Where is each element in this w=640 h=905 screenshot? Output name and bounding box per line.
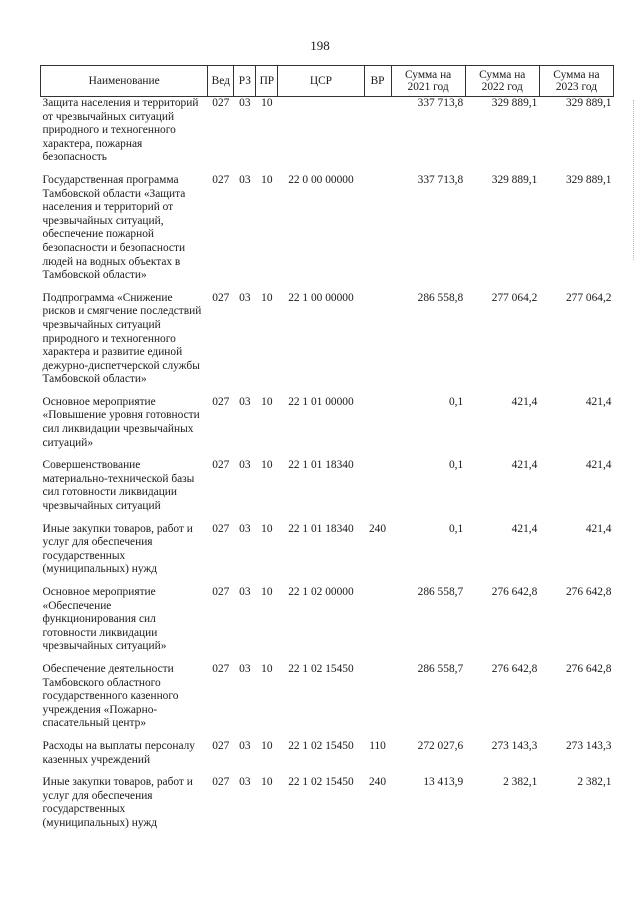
row-rz: 03 xyxy=(239,662,251,675)
header-vr: ВР xyxy=(364,66,391,97)
row-csr: 22 1 01 00000 xyxy=(288,395,354,408)
table-row xyxy=(41,776,614,839)
row-vr xyxy=(364,292,391,396)
row-sum-2022: 276 642,8 xyxy=(491,586,538,598)
table-row xyxy=(41,459,614,522)
row-sum-2022: 2 382,1 xyxy=(503,776,538,789)
row-csr: 22 1 01 18340 xyxy=(288,522,354,535)
row-sum-2023: 421,4 xyxy=(585,459,612,472)
row-sum-2021: 337 713,8 xyxy=(417,97,464,109)
row-sum-2023: 421,4 xyxy=(585,395,612,408)
row-pr: 10 xyxy=(261,173,273,186)
row-csr: 22 1 02 15450 xyxy=(288,739,354,752)
row-rz: 03 xyxy=(239,395,251,408)
table-row xyxy=(41,523,614,586)
row-ved: 027 xyxy=(212,586,230,598)
row-sum-2021: 286 558,7 xyxy=(417,586,464,598)
row-sum-2023: 2 382,1 xyxy=(577,776,612,789)
row-ved: 027 xyxy=(212,459,230,472)
row-vr xyxy=(364,97,391,174)
row-rz: 03 xyxy=(239,97,251,109)
table-header-row xyxy=(41,66,614,97)
row-ved: 027 xyxy=(212,739,230,752)
row-name: Совершенствование материально-технической базы сил готовности ликвидации чрезвычайных ситуаций xyxy=(42,459,195,513)
row-pr: 10 xyxy=(261,662,273,675)
row-sum-2021: 337 713,8 xyxy=(417,173,464,186)
header-pr: ПР xyxy=(256,66,278,97)
header-name: Наименование xyxy=(41,66,208,97)
table-row xyxy=(41,586,614,663)
row-pr: 10 xyxy=(261,739,273,752)
row-sum-2022: 421,4 xyxy=(511,459,538,472)
table-row xyxy=(41,663,614,740)
row-sum-2023: 421,4 xyxy=(585,522,612,535)
row-sum-2022: 329 889,1 xyxy=(491,97,538,109)
row-pr: 10 xyxy=(261,291,273,304)
row-sum-2023: 276 642,8 xyxy=(565,586,612,598)
row-rz: 03 xyxy=(239,522,251,535)
header-sum-2022: Сумма на 2022 год xyxy=(465,66,539,97)
row-sum-2021: 272 027,6 xyxy=(417,739,464,752)
header-sum-2021: Сумма на 2021 год xyxy=(391,66,465,97)
row-sum-2023: 273 143,3 xyxy=(565,739,612,752)
row-ved: 027 xyxy=(212,395,230,408)
budget-table xyxy=(40,65,614,840)
row-name: Обеспечение деятельности Тамбовского областного государственного казенного учреждения «Пожарно-спасательный центр» xyxy=(42,662,179,730)
row-vr xyxy=(364,459,391,522)
row-ved: 027 xyxy=(212,662,230,675)
row-csr: 22 1 00 00000 xyxy=(288,291,354,304)
row-sum-2021: 286 558,7 xyxy=(417,662,464,675)
header-csr: ЦСР xyxy=(278,66,364,97)
row-sum-2022: 276 642,8 xyxy=(491,662,538,675)
row-rz: 03 xyxy=(239,739,251,752)
row-csr: 22 1 02 15450 xyxy=(288,662,354,675)
row-sum-2023: 329 889,1 xyxy=(565,97,612,109)
row-vr xyxy=(364,174,391,292)
row-pr: 10 xyxy=(261,776,273,789)
row-sum-2022: 421,4 xyxy=(511,395,538,408)
row-name: Основное мероприятие «Повышение уровня готовности сил ликвидации чрезвычайных ситуаций» xyxy=(42,395,200,449)
row-name: Государственная программа Тамбовской области «Защита населения и территорий от чрезвычайных ситуаций, обеспечение пожарной безопасности и безопасности людей на водных объектах в Тамбовской области» xyxy=(42,173,186,282)
row-csr: 22 0 00 00000 xyxy=(288,173,354,186)
row-sum-2021: 0,1 xyxy=(448,459,464,472)
row-name: Иные закупки товаров, работ и услуг для обеспечения государственных (муниципальных) нужд xyxy=(42,522,193,576)
row-pr: 10 xyxy=(261,586,273,598)
row-rz: 03 xyxy=(239,586,251,598)
row-ved: 027 xyxy=(212,291,230,304)
header-rz: РЗ xyxy=(234,66,256,97)
row-ved: 027 xyxy=(212,173,230,186)
row-vr: 110 xyxy=(369,739,386,752)
row-vr xyxy=(364,396,391,459)
table-row xyxy=(41,740,614,776)
row-rz: 03 xyxy=(239,291,251,304)
table-row xyxy=(41,292,614,396)
row-sum-2023: 277 064,2 xyxy=(565,291,612,304)
row-name: Основное мероприятие «Обеспечение функционирования сил готовности ликвидации чрезвычайных ситуаций» xyxy=(42,586,167,653)
row-rz: 03 xyxy=(239,776,251,789)
row-vr: 240 xyxy=(368,776,387,789)
row-sum-2021: 0,1 xyxy=(448,395,464,408)
row-vr xyxy=(364,586,391,663)
row-name: Подпрограмма «Снижение рисков и смягчение последствий чрезвычайных ситуаций природного и техногенного характера и развитие единой дежурно-диспетчерской службы Тамбовской области» xyxy=(42,291,202,386)
row-sum-2022: 421,4 xyxy=(511,522,538,535)
row-sum-2021: 13 413,9 xyxy=(423,776,464,789)
row-sum-2023: 276 642,8 xyxy=(565,662,612,675)
row-ved: 027 xyxy=(212,776,230,789)
row-sum-2022: 277 064,2 xyxy=(491,291,538,304)
header-ved: Вед xyxy=(208,66,234,97)
row-pr: 10 xyxy=(261,522,273,535)
row-csr: 22 1 02 15450 xyxy=(288,776,354,789)
row-name: Расходы на выплаты персоналу казенных учреждений xyxy=(42,739,195,766)
header-sum-2023: Сумма на 2023 год xyxy=(539,66,613,97)
row-pr: 10 xyxy=(261,97,273,109)
row-sum-2022: 329 889,1 xyxy=(491,173,538,186)
row-sum-2022: 273 143,3 xyxy=(491,739,538,752)
row-csr: 22 1 02 00000 xyxy=(288,586,354,598)
row-sum-2023: 329 889,1 xyxy=(565,173,612,186)
table-row xyxy=(41,396,614,459)
margin-scan-mark xyxy=(633,100,637,260)
row-sum-2021: 0,1 xyxy=(448,522,464,535)
row-vr xyxy=(364,663,391,740)
table-row xyxy=(41,97,614,174)
row-ved: 027 xyxy=(212,522,230,535)
row-pr: 10 xyxy=(261,459,273,472)
row-pr: 10 xyxy=(261,395,273,408)
row-ved: 027 xyxy=(212,97,230,109)
row-csr xyxy=(278,97,364,174)
row-name: Защита населения и территорий от чрезвычайных ситуаций природного и техногенного характера, пожарная безопасность xyxy=(42,97,199,164)
row-name: Иные закупки товаров, работ и услуг для обеспечения государственных (муниципальных) нужд xyxy=(42,776,193,829)
row-sum-2021: 286 558,8 xyxy=(417,291,464,304)
row-rz: 03 xyxy=(239,173,251,186)
row-csr: 22 1 01 18340 xyxy=(288,459,354,472)
row-rz: 03 xyxy=(239,459,251,472)
page-number: 198 xyxy=(310,38,330,53)
table-row xyxy=(41,174,614,292)
row-vr: 240 xyxy=(368,522,387,535)
